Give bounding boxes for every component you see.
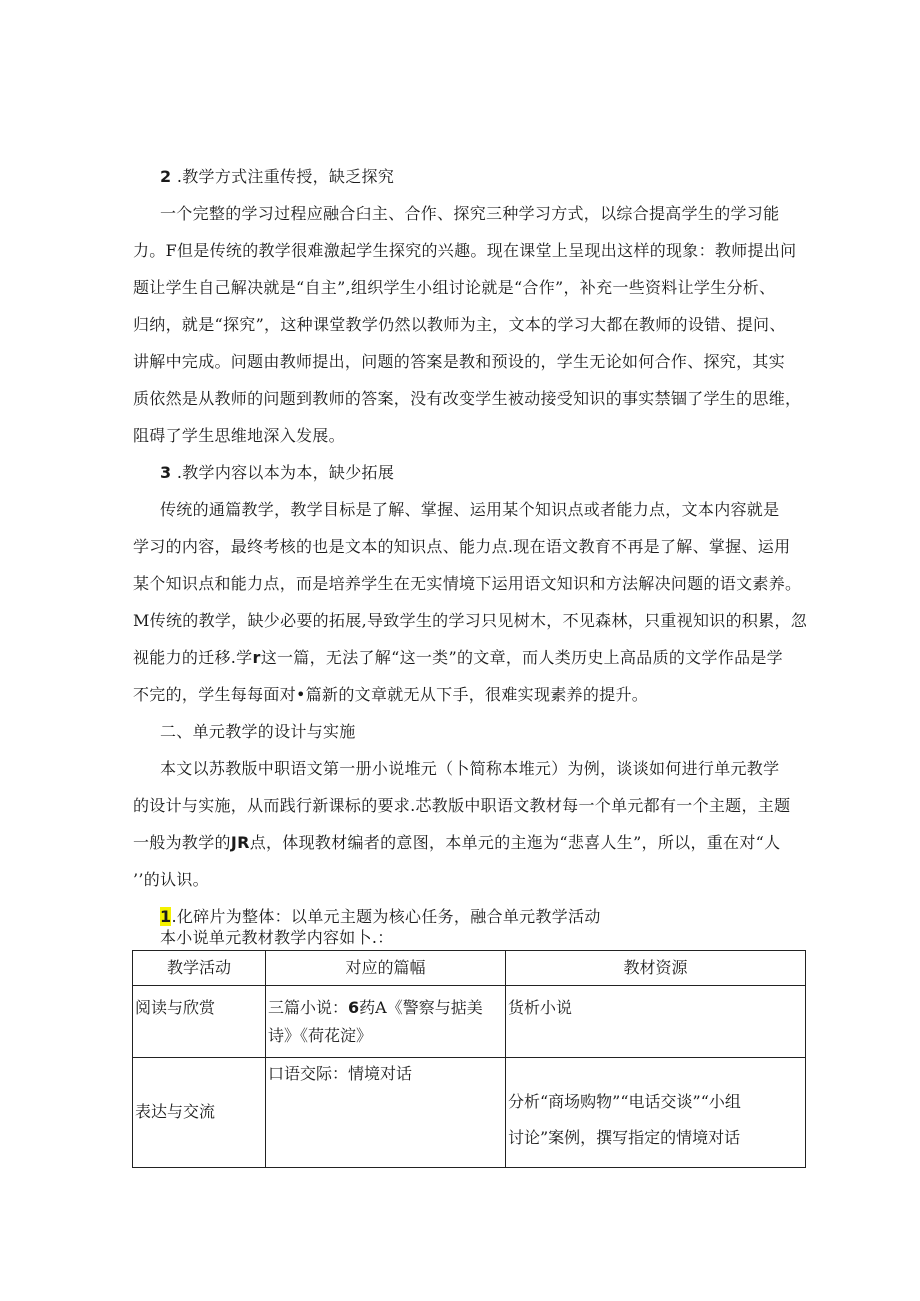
pieces-cell xyxy=(266,986,506,1058)
heading-2-number: 2 xyxy=(160,167,172,186)
activity-cell xyxy=(133,986,266,1058)
table-intro: 本小说单元教材教学内容如卜.： xyxy=(160,928,394,947)
p3-line-3c: 点，体现教材编者的意图，本单元的主迤为“悲喜人生”，所以，重在对“人 xyxy=(249,833,781,852)
p2-line-3: 某个知识点和能力点，而是培养学生在无实情境下运用语文知识和方法解决问题的语文素养。 xyxy=(133,574,802,593)
p3-line-1: 本文以苏教版中职语文第一册小说堆元（卜简称本堆元）为例，谈谈如何进行单元教学 xyxy=(160,759,780,778)
header-pieces: 对应的篇幅 xyxy=(266,951,506,986)
heading-1-title: .化碎片为整体：以单元主题为核心任务，融合单元教学活动 xyxy=(171,907,601,926)
p1-line-2: 力。F但是传统的教学很难激起学生探究的兴趣。现在课堂上呈现出这样的现象：教师提出问 xyxy=(133,241,797,260)
pieces-b: 6 xyxy=(348,998,360,1017)
p1-line-7: 阻碍了学生思维地深入发展。 xyxy=(133,426,345,445)
p2-line-5 xyxy=(133,647,783,669)
section-two-heading: 二、单元教学的设计与实施 xyxy=(160,722,356,741)
resources-cell xyxy=(506,986,806,1058)
resources-cell xyxy=(506,1058,806,1168)
p3-line-3b: JR xyxy=(230,833,250,852)
p3-line-3a: 一般为教学的 xyxy=(133,833,231,852)
resources-text xyxy=(506,1058,805,1156)
p1-line-3: 题让学生自己解决就是“自主”,组织学生小组讨论就是“合作”，补充一些资料让学生分析、 xyxy=(133,278,776,297)
header-resources: 教材资源 xyxy=(506,951,806,986)
heading-2-title: .教学方式注重传授，缺乏探究 xyxy=(176,167,395,186)
pieces-a: 三篇小说： xyxy=(268,998,349,1017)
resources-line-1: 分析“商场购物”“电话交谈”“小组 xyxy=(508,1092,741,1111)
table-row xyxy=(133,1058,806,1168)
p2-line-5a: 视能力的迁移.学 xyxy=(133,648,253,667)
heading-3 xyxy=(160,462,394,484)
header-activity: 教学活动 xyxy=(133,951,266,986)
p1-line-5: 讲解中完成。问题由教师提出，问题的答案是教和预设的，学生无论如何合作、探究，其实 xyxy=(133,352,786,371)
p2-line-6: 不完的，学生每每面对•篇新的文章就无从下手，很难实现素养的提升。 xyxy=(133,685,649,704)
p2-line-1: 传统的通篇教学，教学目标是了解、掌握、运用某个知识点或者能力点，文本内容就是 xyxy=(160,500,780,519)
p3-line-4: ’’的认识。 xyxy=(133,870,209,889)
table-row xyxy=(133,986,806,1058)
p2-line-5b: r xyxy=(252,648,261,667)
table-header-row xyxy=(133,951,806,986)
heading-1 xyxy=(160,906,601,928)
p3-line-3 xyxy=(133,832,780,854)
p1-line-6: 质依然是从教师的问题到教师的答案，没有改变学生被动接受知识的事实禁锢了学生的思维， xyxy=(133,389,802,408)
heading-2 xyxy=(160,166,394,188)
p1-line-4: 归纳，就是“探究”，这种课堂教学仍然以教师为主，文本的学习大都在教师的设错、提问、 xyxy=(133,315,786,334)
pieces-c: 药A《警察与掂美 xyxy=(359,998,483,1017)
p2-line-2: 学习的内容，最终考核的也是文本的知识点、能力点.现在语文教育不再是了解、掌握、运用 xyxy=(133,537,791,556)
p2-line-4: M传统的教学，缺少必要的拓展,导致学生的学习只见树木，不见森林，只重视知识的积累，忽 xyxy=(133,611,808,630)
heading-3-title: .教学内容以本为本，缺少拓展 xyxy=(176,463,395,482)
activity-cell xyxy=(133,1058,266,1168)
heading-1-number: 1 xyxy=(160,907,172,926)
teaching-content-table xyxy=(132,950,806,1168)
resources-text: 货析小说 xyxy=(508,998,573,1017)
activity-text: 阅读与欣赏 xyxy=(135,998,216,1017)
pieces-text: 口语交际：情境对话 xyxy=(268,1064,413,1083)
p3-line-2: 的设计与实施，从而践行新课标的要求.芯教版中职语文教材每一个单元都有一个主题，主题 xyxy=(133,796,791,815)
heading-3-number: 3 xyxy=(160,463,172,482)
pieces-d: 诗》《荷花淀》 xyxy=(268,1026,373,1045)
pieces-cell xyxy=(266,1058,506,1168)
pieces-text xyxy=(266,986,505,1050)
resources-line-2: 讨论”案例，撰写指定的情境对话 xyxy=(508,1128,741,1147)
activity-text: 表达与交流 xyxy=(135,1102,216,1121)
p1-line-1: 一个完整的学习过程应融合臼主、合作、探究三种学习方式，以综合提高学生的学习能 xyxy=(160,204,780,223)
p2-line-5c: 这一篇，无法了解“这一类”的文章，而人类历史上高品质的文学作品是学 xyxy=(260,648,783,667)
